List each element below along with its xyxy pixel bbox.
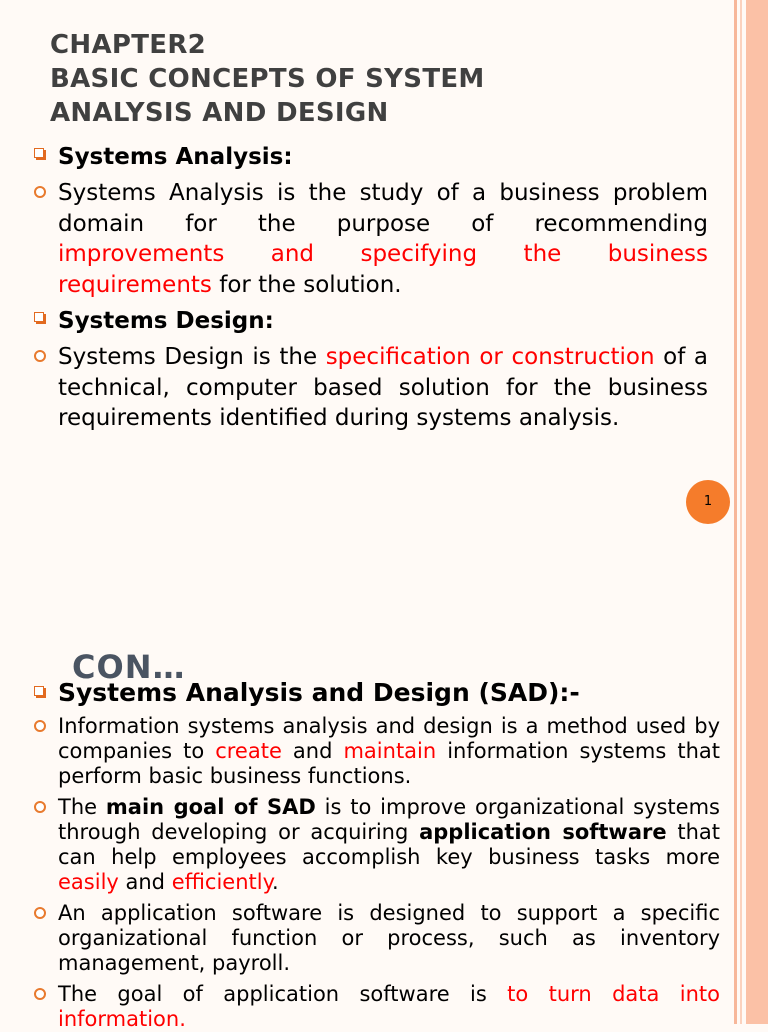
sad-heading: Systems Analysis and Design (SAD):- <box>58 678 580 707</box>
circle-bullet-icon <box>34 350 46 362</box>
design-body-item <box>34 342 708 434</box>
sad-paragraph-4: The goal of application software is to turn data into information. <box>58 982 720 1031</box>
slide-2-content <box>34 678 720 1032</box>
title-line-1: CHAPTER2 <box>50 30 207 60</box>
sad-bullet-2 <box>34 795 720 895</box>
continuation-title: CON… <box>72 648 186 686</box>
sad-heading-item <box>34 678 720 708</box>
square-bullet-icon <box>34 312 44 322</box>
decorative-stripes <box>734 0 768 620</box>
analysis-body-item <box>34 178 708 300</box>
design-highlight: specification or construction <box>325 344 655 370</box>
analysis-heading-item <box>34 142 708 172</box>
decorative-stripes <box>734 620 768 1024</box>
analysis-heading: Systems Analysis: <box>58 144 293 170</box>
slide-1-content <box>34 142 708 434</box>
design-heading-item <box>34 306 708 336</box>
design-heading: Systems Design: <box>58 308 274 334</box>
sad-bullet-4 <box>34 982 720 1032</box>
circle-bullet-icon <box>34 720 46 732</box>
analysis-highlight: improvements and specifying the business requirements <box>58 241 708 298</box>
page-number-badge: 1 <box>686 480 730 524</box>
analysis-paragraph: Systems Analysis is the study of a business problem domain for the purpose of recommending improvements and specifying the business requirements for the solution. <box>58 180 708 298</box>
square-bullet-icon <box>34 148 44 158</box>
sad-bullet-1 <box>34 714 720 789</box>
square-bullet-icon <box>34 686 44 696</box>
slide-title <box>50 28 485 130</box>
design-paragraph: Systems Design is the specification or construction of a technical, computer based solution for the business requirements identified during systems analysis. <box>58 344 709 431</box>
title-line-3: ANALYSIS AND DESIGN <box>50 98 389 128</box>
circle-bullet-icon <box>34 186 46 198</box>
sad-paragraph-3: An application software is designed to support a specific organizational function or process, such as inventory management, payroll. <box>58 901 720 975</box>
title-line-2: BASIC CONCEPTS OF SYSTEM <box>50 64 485 94</box>
sad-paragraph-2: The main goal of SAD is to improve organizational systems through developing or acquiring application software that can help employees accomplish key business tasks more easily and efficiently. <box>58 795 721 894</box>
sad-bullet-3 <box>34 901 720 976</box>
circle-bullet-icon <box>34 988 46 1000</box>
circle-bullet-icon <box>34 801 46 813</box>
circle-bullet-icon <box>34 907 46 919</box>
sad-paragraph-1: Information systems analysis and design is a method used by companies to create and maintain information systems that perform basic business functions. <box>58 714 720 788</box>
